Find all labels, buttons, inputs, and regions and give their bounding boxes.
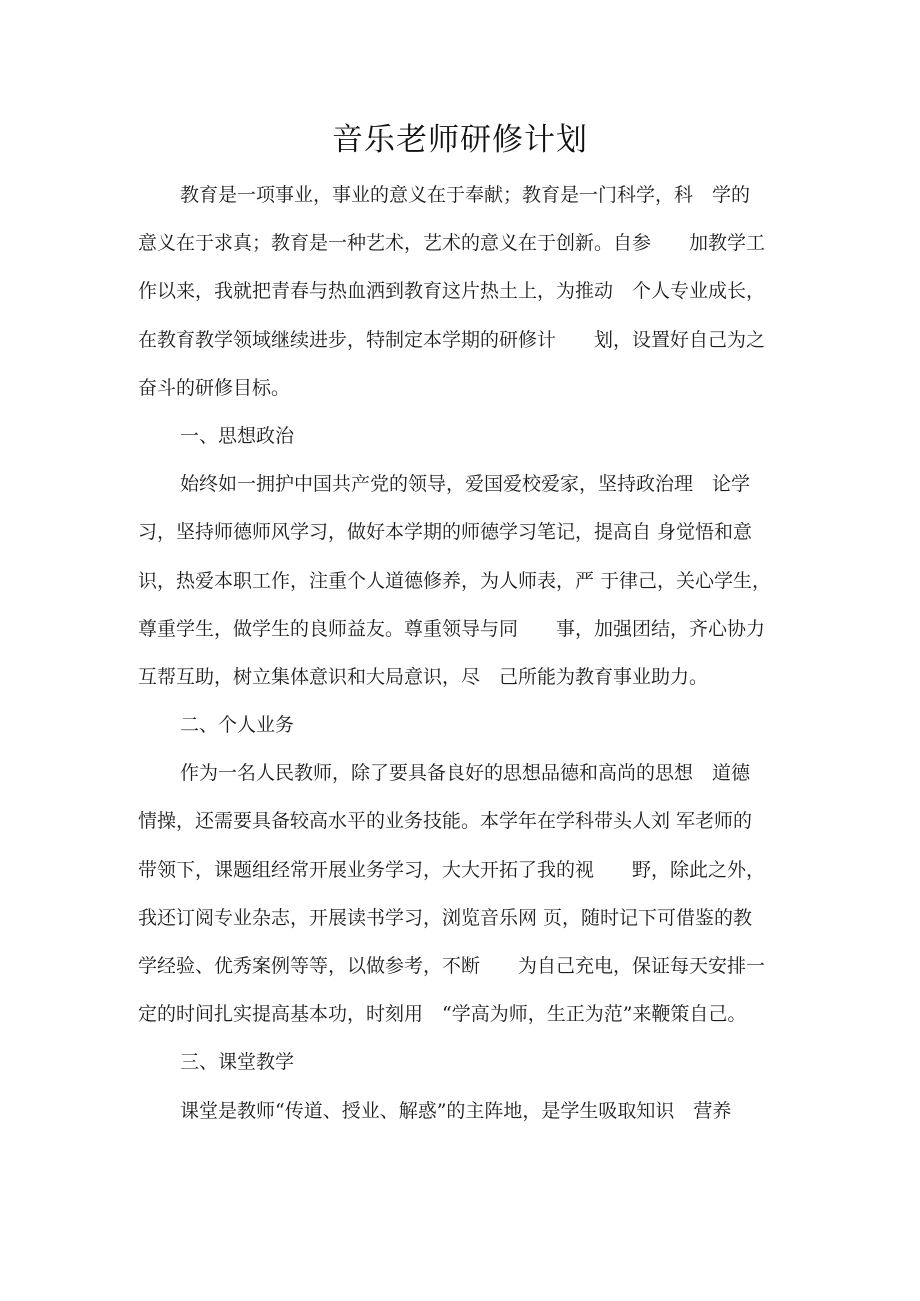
paragraph-section-3 [138,1087,788,1135]
document-title: 音乐老师研修计划 [332,122,588,158]
paragraph-line: 情操，还需要具备较高水平的业务技能。本学年在学科带头人刘 军老师的 [138,810,753,833]
paragraph-section-1 [138,460,788,701]
section-heading: 三、课堂教学 [180,1051,295,1074]
paragraph-line: 识，热爱本职工作，注重个人道德修养，为人师表，严 于律己，关心学生， [138,569,772,592]
paragraph-line: 奋斗的研修目标。 [138,376,291,399]
paragraph-line: 在教育教学领域继续进步，特制定本学期的研修计 划，设置好自己为之 [138,328,766,351]
document-body [138,171,788,1135]
paragraph-line: 习，坚持师德师风学习，做好本学期的师德学习笔记，提高自 身觉悟和意 [138,521,753,544]
paragraph-line: 带领下，课题组经常开展业务学习，大大开拓了我的视 野，除此之外， [138,858,766,881]
paragraph-intro [138,171,788,412]
paragraph-line: 学经验、优秀案例等等，以做参考，不断 为自己充电，保证每天安排一 [138,955,766,977]
paragraph-line: 作为一名人民教师，除了要具备良好的思想品德和高尚的思想 道德 [180,762,751,785]
paragraph-line: 尊重学生，做学生的良师益友。尊重领导与同 事，加强团结，齐心协力 [138,617,766,640]
paragraph-line: 始终如一拥护中国共产党的领导，爱国爱校爱家，坚持政治理 论学 [180,473,751,496]
paragraph-section-2 [138,749,788,1038]
paragraph-line: 定的时间扎实提高基本功，时刻用 “学高为师，生正为范”来鞭策自己。 [138,1003,747,1026]
paragraph-line: 互帮互助，树立集体意识和大局意识，尽 己所能为教育事业助力。 [138,665,709,688]
paragraph-line: 教育是一项事业，事业的意义在于奉献；教育是一门科学，科 学的 [180,184,751,206]
section-heading: 二、个人业务 [180,714,295,737]
paragraph-line: 我还订阅专业杂志，开展读书学习，浏览音乐网 页，随时记下可借鉴的教 [138,906,753,929]
section-heading: 一、思想政治 [180,424,295,447]
paragraph-line: 作以来，我就把青春与热血洒到教育这片热土上，为推动 个人专业成长， [138,280,766,303]
paragraph-line: 意义在于求真；教育是一种艺术，艺术的意义在于创新。自参 加教学工 [138,232,766,255]
paragraph-line: 课堂是教师“传道、授业、解惑”的主阵地，是学生吸取知识 营养 [180,1099,732,1122]
